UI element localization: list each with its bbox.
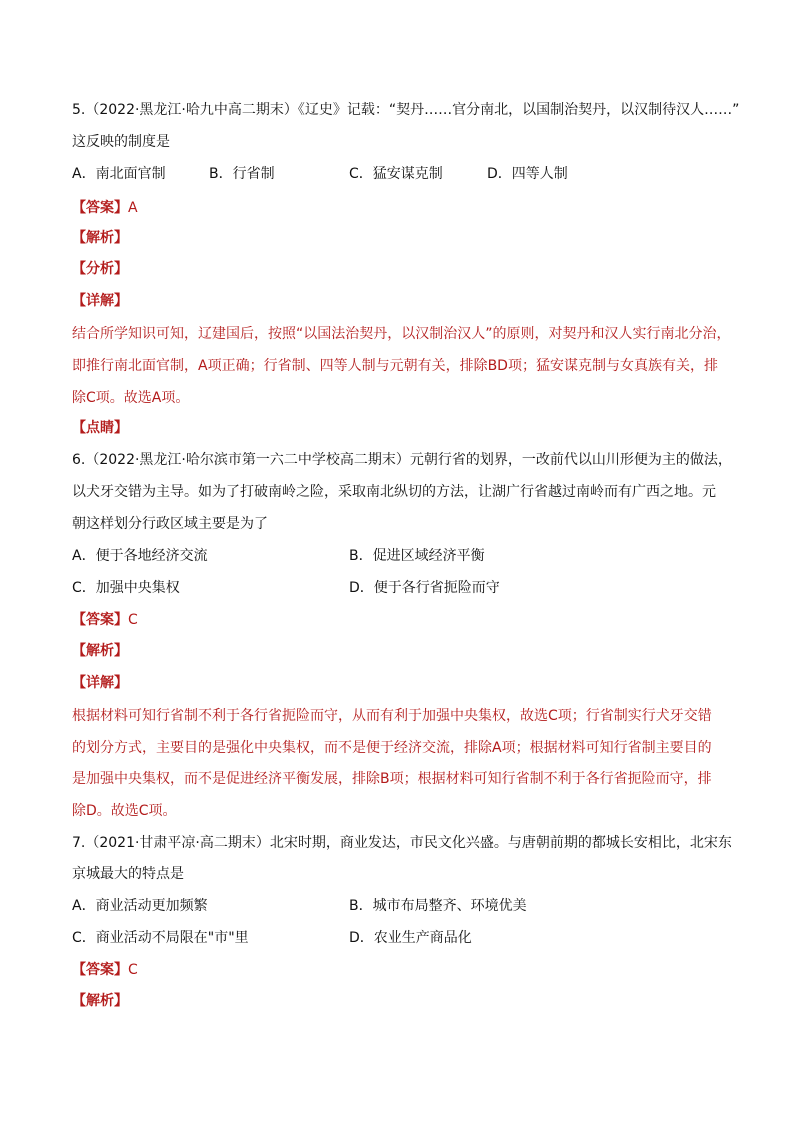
q6-answer-row [72,610,732,630]
q6-option-b: B．促进区域经济平衡 [349,548,485,564]
q6-stem-line2: 以犬牙交错为主导。如为了打破南岭之险，采取南北纵切的方法，让湖广行省越过南岭而有广西之地。元 [72,484,716,500]
q5-option-d: D．四等人制 [487,166,568,182]
q6-stem-line3: 朝这样划分行政区域主要是为了 [72,516,268,532]
q5-option-a: A．南北面官制 [72,166,166,182]
q6-option-a: A．便于各地经济交流 [72,548,208,564]
q5-detail-line3: 除C项。故选A项。 [72,390,190,406]
q6-answer-value: C [128,612,138,628]
q5-stem-line2: 这反映的制度是 [72,134,170,150]
q6-detail-line2: 的划分方式，主要目的是强化中央集权，而不是便于经济交流，排除A项；根据材料可知行省制主要目的 [72,740,712,756]
q6-answer-label: 【答案】 [72,612,128,628]
q6-detail-line4: 除D。故选C项。 [72,803,177,819]
q6-detail-label: 【详解】 [72,675,128,691]
q5-answer-row [72,198,732,218]
q7-option-d: D．农业生产商品化 [349,930,472,946]
q7-option-c: C．商业活动不局限在"市"里 [72,930,249,946]
q5-answer-value: A [128,200,138,216]
q7-answer-row [72,960,732,980]
q6-option-c: C．加强中央集权 [72,580,180,596]
q7-stem-line2: 京城最大的特点是 [72,866,184,882]
q5-detail-label: 【详解】 [72,293,128,309]
q5-option-b: B．行省制 [209,166,275,182]
q5-analysis-label: 【解析】 [72,230,128,246]
q5-detail-line2: 即推行南北面官制，A项正确；行省制、四等人制与元朝有关，排除BD项；猛安谋克制与女真族有关，排 [72,358,718,374]
q7-answer-value: C [128,962,138,978]
q5-option-c: C．猛安谋克制 [349,166,443,182]
q5-fenxi-label: 【分析】 [72,261,128,277]
q5-answer-label: 【答案】 [72,200,128,216]
q7-stem-line1: 7.（2021·甘肃平凉·高二期末）北宋时期，商业发达，市民文化兴盛。与唐朝前期的都城长安相比，北宋东 [72,835,732,851]
q5-detail-line1: 结合所学知识可知，辽建国后，按照“以国法治契丹，以汉制治汉人”的原则，对契丹和汉人实行南北分治， [72,326,731,342]
q7-option-a: A．商业活动更加频繁 [72,898,208,914]
q7-answer-label: 【答案】 [72,962,128,978]
q7-analysis-label: 【解析】 [72,993,128,1009]
q5-dianjing-label: 【点睛】 [72,420,128,436]
q6-analysis-label: 【解析】 [72,643,128,659]
q6-stem-line1: 6.（2022·黑龙江·哈尔滨市第一六二中学校高二期末）元朝行省的划界，一改前代以山川形便为主的做法， [72,452,732,468]
q6-option-d: D．便于各行省扼险而守 [349,580,500,596]
q7-option-b: B．城市布局整齐、环境优美 [349,898,527,914]
q6-detail-line3: 是加强中央集权，而不是促进经济平衡发展，排除B项；根据材料可知行省制不利于各行省扼险而守，排 [72,771,712,787]
q5-stem-line1: 5.（2022·黑龙江·哈九中高二期末）《辽史》记载：“契丹……官分南北，以国制治契丹，以汉制待汉人……” [72,102,740,118]
q6-detail-line1: 根据材料可知行省制不利于各行省扼险而守，从而有利于加强中央集权，故选C项；行省制实行犬牙交错 [72,708,712,724]
